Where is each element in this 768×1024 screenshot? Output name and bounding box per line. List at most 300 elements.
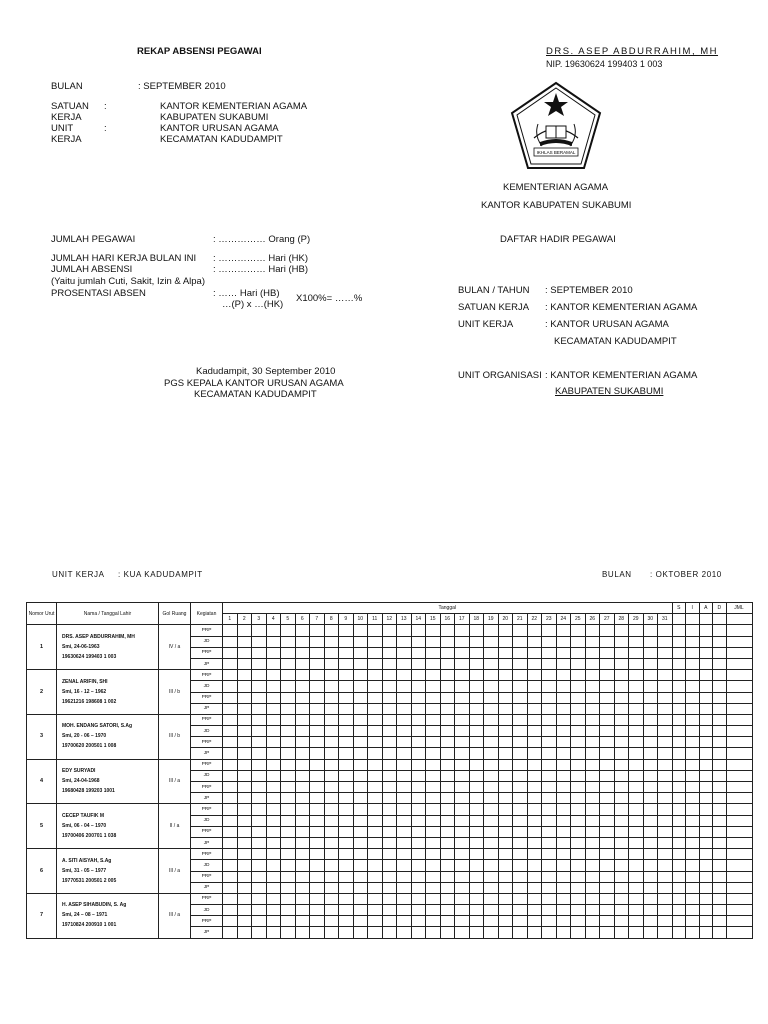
attendance-cell[interactable] (614, 647, 629, 658)
attendance-cell[interactable] (455, 916, 470, 927)
attendance-cell[interactable] (629, 826, 644, 837)
attendance-cell[interactable] (324, 860, 339, 871)
attendance-cell[interactable] (571, 849, 586, 860)
attendance-cell[interactable] (426, 625, 441, 636)
summary-cell[interactable] (672, 737, 686, 748)
attendance-cell[interactable] (223, 726, 238, 737)
attendance-cell[interactable] (498, 826, 513, 837)
attendance-cell[interactable] (382, 726, 397, 737)
attendance-cell[interactable] (600, 871, 615, 882)
attendance-cell[interactable] (295, 871, 310, 882)
attendance-cell[interactable] (353, 804, 368, 815)
attendance-cell[interactable] (527, 670, 542, 681)
attendance-cell[interactable] (527, 714, 542, 725)
summary-cell[interactable] (713, 782, 727, 793)
attendance-cell[interactable] (629, 726, 644, 737)
attendance-cell[interactable] (498, 782, 513, 793)
attendance-cell[interactable] (643, 737, 658, 748)
attendance-cell[interactable] (469, 871, 484, 882)
attendance-cell[interactable] (281, 737, 296, 748)
attendance-cell[interactable] (614, 681, 629, 692)
attendance-cell[interactable] (469, 770, 484, 781)
attendance-cell[interactable] (324, 826, 339, 837)
attendance-cell[interactable] (223, 905, 238, 916)
attendance-cell[interactable] (629, 804, 644, 815)
attendance-cell[interactable] (397, 703, 412, 714)
attendance-cell[interactable] (339, 849, 354, 860)
attendance-cell[interactable] (484, 927, 499, 938)
attendance-cell[interactable] (440, 714, 455, 725)
attendance-cell[interactable] (382, 793, 397, 804)
attendance-cell[interactable] (339, 782, 354, 793)
attendance-cell[interactable] (513, 692, 528, 703)
summary-cell[interactable] (672, 759, 686, 770)
attendance-cell[interactable] (585, 793, 600, 804)
attendance-cell[interactable] (469, 737, 484, 748)
attendance-cell[interactable] (629, 759, 644, 770)
attendance-cell[interactable] (484, 860, 499, 871)
attendance-cell[interactable] (658, 748, 673, 759)
attendance-cell[interactable] (498, 893, 513, 904)
attendance-cell[interactable] (353, 748, 368, 759)
summary-cell[interactable] (699, 815, 713, 826)
summary-cell[interactable] (686, 837, 700, 848)
attendance-cell[interactable] (426, 849, 441, 860)
attendance-cell[interactable] (411, 826, 426, 837)
attendance-cell[interactable] (571, 916, 586, 927)
summary-cell[interactable] (672, 681, 686, 692)
attendance-cell[interactable] (614, 658, 629, 669)
attendance-cell[interactable] (397, 670, 412, 681)
summary-cell[interactable] (726, 793, 752, 804)
summary-cell[interactable] (686, 703, 700, 714)
attendance-cell[interactable] (440, 916, 455, 927)
summary-cell[interactable] (726, 871, 752, 882)
attendance-cell[interactable] (513, 625, 528, 636)
attendance-cell[interactable] (281, 658, 296, 669)
attendance-cell[interactable] (585, 625, 600, 636)
attendance-cell[interactable] (556, 882, 571, 893)
attendance-cell[interactable] (469, 804, 484, 815)
attendance-cell[interactable] (527, 658, 542, 669)
summary-cell[interactable] (686, 636, 700, 647)
attendance-cell[interactable] (614, 860, 629, 871)
attendance-cell[interactable] (455, 837, 470, 848)
attendance-cell[interactable] (237, 670, 252, 681)
attendance-cell[interactable] (484, 893, 499, 904)
attendance-cell[interactable] (324, 714, 339, 725)
attendance-cell[interactable] (455, 636, 470, 647)
summary-cell[interactable] (686, 871, 700, 882)
attendance-cell[interactable] (237, 871, 252, 882)
attendance-cell[interactable] (455, 804, 470, 815)
attendance-cell[interactable] (310, 782, 325, 793)
attendance-cell[interactable] (237, 726, 252, 737)
attendance-cell[interactable] (411, 893, 426, 904)
summary-cell[interactable] (699, 658, 713, 669)
attendance-cell[interactable] (440, 826, 455, 837)
attendance-cell[interactable] (513, 737, 528, 748)
attendance-cell[interactable] (281, 804, 296, 815)
attendance-cell[interactable] (368, 916, 383, 927)
attendance-cell[interactable] (658, 726, 673, 737)
attendance-cell[interactable] (382, 804, 397, 815)
attendance-cell[interactable] (266, 636, 281, 647)
summary-cell[interactable] (686, 681, 700, 692)
attendance-cell[interactable] (339, 815, 354, 826)
attendance-cell[interactable] (310, 826, 325, 837)
attendance-cell[interactable] (368, 647, 383, 658)
attendance-cell[interactable] (556, 625, 571, 636)
summary-cell[interactable] (686, 726, 700, 737)
attendance-cell[interactable] (629, 770, 644, 781)
attendance-cell[interactable] (368, 737, 383, 748)
attendance-cell[interactable] (310, 636, 325, 647)
attendance-cell[interactable] (223, 871, 238, 882)
attendance-cell[interactable] (397, 759, 412, 770)
attendance-cell[interactable] (571, 681, 586, 692)
attendance-cell[interactable] (252, 625, 267, 636)
attendance-cell[interactable] (455, 737, 470, 748)
attendance-cell[interactable] (513, 636, 528, 647)
summary-cell[interactable] (713, 882, 727, 893)
attendance-cell[interactable] (571, 815, 586, 826)
attendance-cell[interactable] (571, 770, 586, 781)
attendance-cell[interactable] (614, 737, 629, 748)
attendance-cell[interactable] (252, 770, 267, 781)
attendance-cell[interactable] (382, 670, 397, 681)
attendance-cell[interactable] (527, 793, 542, 804)
attendance-cell[interactable] (411, 670, 426, 681)
attendance-cell[interactable] (411, 681, 426, 692)
attendance-cell[interactable] (484, 658, 499, 669)
attendance-cell[interactable] (484, 871, 499, 882)
attendance-cell[interactable] (426, 871, 441, 882)
attendance-cell[interactable] (498, 759, 513, 770)
attendance-cell[interactable] (426, 737, 441, 748)
attendance-cell[interactable] (440, 782, 455, 793)
attendance-cell[interactable] (281, 793, 296, 804)
summary-cell[interactable] (713, 737, 727, 748)
attendance-cell[interactable] (223, 670, 238, 681)
attendance-cell[interactable] (368, 893, 383, 904)
attendance-cell[interactable] (252, 815, 267, 826)
attendance-cell[interactable] (397, 726, 412, 737)
attendance-cell[interactable] (324, 927, 339, 938)
summary-cell[interactable] (699, 703, 713, 714)
summary-cell[interactable] (672, 927, 686, 938)
attendance-cell[interactable] (556, 759, 571, 770)
attendance-cell[interactable] (556, 714, 571, 725)
attendance-cell[interactable] (542, 815, 557, 826)
attendance-cell[interactable] (223, 714, 238, 725)
summary-cell[interactable] (672, 636, 686, 647)
attendance-cell[interactable] (527, 681, 542, 692)
summary-cell[interactable] (713, 703, 727, 714)
attendance-cell[interactable] (310, 625, 325, 636)
attendance-cell[interactable] (614, 826, 629, 837)
attendance-cell[interactable] (585, 647, 600, 658)
attendance-cell[interactable] (382, 815, 397, 826)
attendance-cell[interactable] (237, 893, 252, 904)
summary-cell[interactable] (699, 860, 713, 871)
attendance-cell[interactable] (542, 681, 557, 692)
attendance-cell[interactable] (614, 770, 629, 781)
attendance-cell[interactable] (513, 770, 528, 781)
attendance-cell[interactable] (498, 726, 513, 737)
attendance-cell[interactable] (266, 670, 281, 681)
attendance-cell[interactable] (266, 837, 281, 848)
attendance-cell[interactable] (310, 871, 325, 882)
attendance-cell[interactable] (324, 770, 339, 781)
summary-cell[interactable] (672, 860, 686, 871)
attendance-cell[interactable] (353, 815, 368, 826)
attendance-cell[interactable] (542, 782, 557, 793)
attendance-cell[interactable] (498, 860, 513, 871)
attendance-cell[interactable] (281, 703, 296, 714)
attendance-cell[interactable] (527, 927, 542, 938)
attendance-cell[interactable] (266, 905, 281, 916)
attendance-cell[interactable] (643, 837, 658, 848)
attendance-cell[interactable] (252, 658, 267, 669)
attendance-cell[interactable] (397, 793, 412, 804)
attendance-cell[interactable] (455, 893, 470, 904)
attendance-cell[interactable] (513, 871, 528, 882)
attendance-cell[interactable] (252, 916, 267, 927)
attendance-cell[interactable] (252, 681, 267, 692)
attendance-cell[interactable] (295, 849, 310, 860)
attendance-cell[interactable] (426, 804, 441, 815)
attendance-cell[interactable] (295, 916, 310, 927)
summary-cell[interactable] (686, 916, 700, 927)
summary-cell[interactable] (726, 916, 752, 927)
attendance-cell[interactable] (527, 625, 542, 636)
attendance-cell[interactable] (585, 658, 600, 669)
attendance-cell[interactable] (281, 882, 296, 893)
attendance-cell[interactable] (382, 681, 397, 692)
attendance-cell[interactable] (295, 670, 310, 681)
attendance-cell[interactable] (411, 703, 426, 714)
attendance-cell[interactable] (614, 815, 629, 826)
attendance-cell[interactable] (571, 658, 586, 669)
attendance-cell[interactable] (237, 636, 252, 647)
attendance-cell[interactable] (469, 748, 484, 759)
attendance-cell[interactable] (484, 748, 499, 759)
attendance-cell[interactable] (324, 681, 339, 692)
attendance-cell[interactable] (600, 658, 615, 669)
summary-cell[interactable] (726, 893, 752, 904)
attendance-cell[interactable] (629, 681, 644, 692)
attendance-cell[interactable] (556, 636, 571, 647)
attendance-cell[interactable] (266, 748, 281, 759)
attendance-cell[interactable] (368, 703, 383, 714)
attendance-cell[interactable] (353, 636, 368, 647)
attendance-cell[interactable] (556, 916, 571, 927)
attendance-cell[interactable] (614, 871, 629, 882)
attendance-cell[interactable] (426, 658, 441, 669)
attendance-cell[interactable] (295, 748, 310, 759)
attendance-cell[interactable] (614, 703, 629, 714)
attendance-cell[interactable] (310, 882, 325, 893)
attendance-cell[interactable] (368, 726, 383, 737)
attendance-cell[interactable] (513, 703, 528, 714)
attendance-cell[interactable] (585, 893, 600, 904)
attendance-cell[interactable] (469, 782, 484, 793)
summary-cell[interactable] (672, 871, 686, 882)
attendance-cell[interactable] (223, 737, 238, 748)
attendance-cell[interactable] (339, 647, 354, 658)
attendance-cell[interactable] (237, 692, 252, 703)
attendance-cell[interactable] (527, 782, 542, 793)
attendance-cell[interactable] (556, 703, 571, 714)
summary-cell[interactable] (686, 882, 700, 893)
attendance-cell[interactable] (455, 793, 470, 804)
attendance-cell[interactable] (252, 782, 267, 793)
attendance-cell[interactable] (643, 905, 658, 916)
attendance-cell[interactable] (498, 658, 513, 669)
attendance-cell[interactable] (310, 860, 325, 871)
attendance-cell[interactable] (339, 726, 354, 737)
attendance-cell[interactable] (600, 625, 615, 636)
attendance-cell[interactable] (629, 815, 644, 826)
attendance-cell[interactable] (556, 927, 571, 938)
attendance-cell[interactable] (600, 692, 615, 703)
summary-cell[interactable] (699, 893, 713, 904)
attendance-cell[interactable] (469, 658, 484, 669)
attendance-cell[interactable] (455, 726, 470, 737)
attendance-cell[interactable] (368, 804, 383, 815)
attendance-cell[interactable] (469, 681, 484, 692)
attendance-cell[interactable] (252, 927, 267, 938)
attendance-cell[interactable] (571, 625, 586, 636)
attendance-cell[interactable] (498, 815, 513, 826)
attendance-cell[interactable] (542, 726, 557, 737)
attendance-cell[interactable] (513, 714, 528, 725)
attendance-cell[interactable] (585, 826, 600, 837)
attendance-cell[interactable] (339, 916, 354, 927)
attendance-cell[interactable] (237, 882, 252, 893)
attendance-cell[interactable] (411, 927, 426, 938)
attendance-cell[interactable] (339, 837, 354, 848)
attendance-cell[interactable] (469, 670, 484, 681)
attendance-cell[interactable] (426, 893, 441, 904)
attendance-cell[interactable] (266, 893, 281, 904)
attendance-cell[interactable] (426, 748, 441, 759)
summary-cell[interactable] (686, 815, 700, 826)
summary-cell[interactable] (699, 837, 713, 848)
attendance-cell[interactable] (426, 826, 441, 837)
attendance-cell[interactable] (600, 793, 615, 804)
attendance-cell[interactable] (498, 804, 513, 815)
attendance-cell[interactable] (368, 625, 383, 636)
attendance-cell[interactable] (643, 670, 658, 681)
attendance-cell[interactable] (237, 748, 252, 759)
attendance-cell[interactable] (484, 770, 499, 781)
attendance-cell[interactable] (339, 826, 354, 837)
attendance-cell[interactable] (614, 782, 629, 793)
attendance-cell[interactable] (237, 916, 252, 927)
attendance-cell[interactable] (455, 782, 470, 793)
summary-cell[interactable] (699, 927, 713, 938)
attendance-cell[interactable] (585, 927, 600, 938)
attendance-cell[interactable] (295, 804, 310, 815)
attendance-cell[interactable] (556, 658, 571, 669)
attendance-cell[interactable] (295, 893, 310, 904)
attendance-cell[interactable] (324, 804, 339, 815)
attendance-cell[interactable] (484, 681, 499, 692)
attendance-cell[interactable] (353, 737, 368, 748)
attendance-cell[interactable] (614, 636, 629, 647)
attendance-cell[interactable] (484, 759, 499, 770)
attendance-cell[interactable] (368, 871, 383, 882)
attendance-cell[interactable] (658, 737, 673, 748)
attendance-cell[interactable] (469, 714, 484, 725)
attendance-cell[interactable] (310, 793, 325, 804)
attendance-cell[interactable] (542, 804, 557, 815)
attendance-cell[interactable] (498, 916, 513, 927)
attendance-cell[interactable] (585, 681, 600, 692)
attendance-cell[interactable] (324, 625, 339, 636)
attendance-cell[interactable] (498, 625, 513, 636)
attendance-cell[interactable] (513, 793, 528, 804)
summary-cell[interactable] (726, 860, 752, 871)
attendance-cell[interactable] (368, 636, 383, 647)
attendance-cell[interactable] (498, 905, 513, 916)
attendance-cell[interactable] (310, 714, 325, 725)
attendance-cell[interactable] (266, 782, 281, 793)
attendance-cell[interactable] (556, 782, 571, 793)
attendance-cell[interactable] (498, 737, 513, 748)
attendance-cell[interactable] (310, 703, 325, 714)
attendance-cell[interactable] (353, 793, 368, 804)
attendance-cell[interactable] (556, 748, 571, 759)
summary-cell[interactable] (699, 726, 713, 737)
attendance-cell[interactable] (382, 625, 397, 636)
attendance-cell[interactable] (310, 647, 325, 658)
attendance-cell[interactable] (556, 804, 571, 815)
attendance-cell[interactable] (629, 748, 644, 759)
attendance-cell[interactable] (281, 849, 296, 860)
attendance-cell[interactable] (353, 726, 368, 737)
attendance-cell[interactable] (382, 882, 397, 893)
summary-cell[interactable] (686, 714, 700, 725)
attendance-cell[interactable] (542, 748, 557, 759)
attendance-cell[interactable] (600, 681, 615, 692)
summary-cell[interactable] (672, 804, 686, 815)
attendance-cell[interactable] (556, 647, 571, 658)
attendance-cell[interactable] (310, 916, 325, 927)
attendance-cell[interactable] (368, 670, 383, 681)
attendance-cell[interactable] (585, 770, 600, 781)
summary-cell[interactable] (699, 871, 713, 882)
attendance-cell[interactable] (237, 905, 252, 916)
attendance-cell[interactable] (353, 782, 368, 793)
attendance-cell[interactable] (252, 703, 267, 714)
attendance-cell[interactable] (556, 860, 571, 871)
attendance-cell[interactable] (426, 927, 441, 938)
attendance-cell[interactable] (571, 782, 586, 793)
summary-cell[interactable] (672, 905, 686, 916)
attendance-cell[interactable] (440, 670, 455, 681)
attendance-cell[interactable] (382, 871, 397, 882)
attendance-cell[interactable] (600, 916, 615, 927)
attendance-cell[interactable] (310, 770, 325, 781)
attendance-cell[interactable] (469, 759, 484, 770)
attendance-cell[interactable] (455, 681, 470, 692)
attendance-cell[interactable] (295, 793, 310, 804)
attendance-cell[interactable] (324, 737, 339, 748)
attendance-cell[interactable] (513, 726, 528, 737)
